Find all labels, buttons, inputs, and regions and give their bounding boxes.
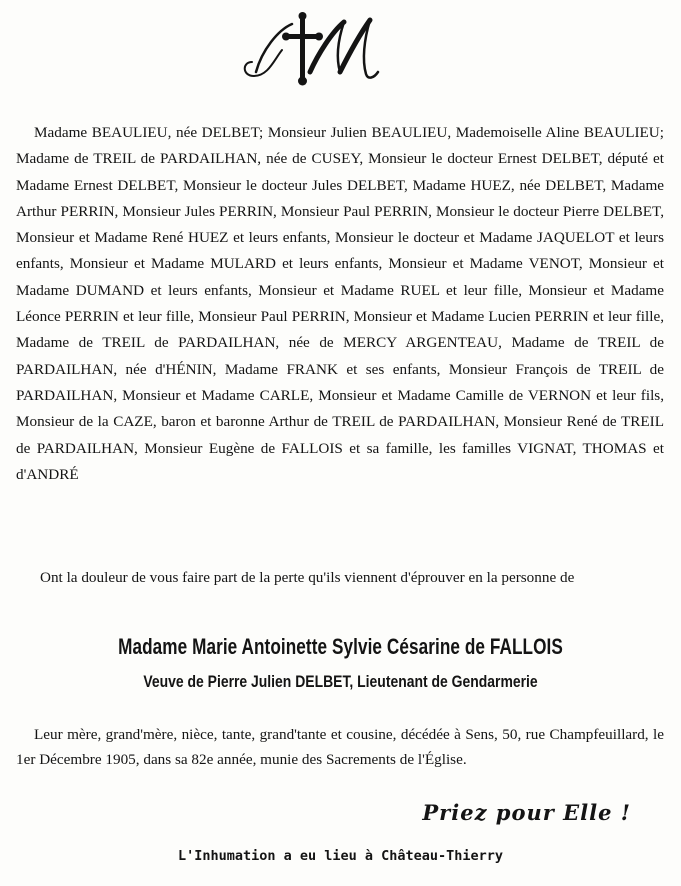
death-details-paragraph: Leur mère, grand'mère, nièce, tante, grand'tante et cousine, décédée à Sens, 50, rue Champfeuillard, le 1er Décembre 1905, dans sa 82e année, munie des Sacrements de l'Église.: [16, 726, 664, 768]
deceased-name: Madame Marie Antoinette Sylvie Césarine de FALLOIS: [118, 634, 563, 659]
prayer-line: Priez pour Elle !: [422, 800, 631, 825]
families-paragraph: Madame BEAULIEU, née DELBET; Monsieur Julien BEAULIEU, Mademoiselle Aline BEAULIEU; Madame de TREIL de PARDAILHAN, née de CUSEY, Monsieur le docteur Ernest DELBET, député et Madame Ernest DELBET, Monsieur le docteur Jules DELBET, Madame HUEZ, née DELBET, Madame Arthur PERRIN, Monsieur Jules PERRIN, Monsieur Paul PERRIN, Monsieur le docteur Pierre DELBET, Monsieur et Madame René HUEZ et leurs enfants, Monsieur le docteur et Madame JAQUELOT et leurs enfants, Monsieur et Madame MULARD et leurs enfants, Monsieur et Madame VENOT, Monsieur et Madame DUMAND et leurs enfants, Monsieur et Madame RUEL et leur fille, Monsieur et Madame Léonce PERRIN et leur fille, Monsieur Paul PERRIN, Monsieur et Madame Lucien PERRIN et leur fille, Madame de TREIL de PARDAILHAN, née de MERCY ARGENTEAU, Madame de TREIL de PARDAILHAN, née d'HÉNIN, Madame FRANK et ses enfants, Monsieur François de TREIL de PARDAILHAN, Monsieur et Madame CARLE, Monsieur et Madame Camille de VERNON et leur fils, Monsieur de la CAZE, baron et baronne Arthur de TREIL de PARDAILHAN, Monsieur René de TREIL de PARDAILHAN, Monsieur Eugène de FALLOIS et sa famille, les familles VIGNAT, THOMAS et d'ANDRÉ: [16, 124, 664, 483]
burial-note: L'Inhumation a eu lieu à Château-Thierry: [177, 848, 504, 864]
cross-monogram-icon: [240, 10, 380, 88]
announcement-intro: Ont la douleur de vous faire part de la perte qu'ils viennent d'éprouver en la personne de: [40, 569, 575, 586]
widow-of-line: Veuve de Pierre Julien DELBET, Lieutenant de Gendarmerie: [143, 672, 538, 691]
